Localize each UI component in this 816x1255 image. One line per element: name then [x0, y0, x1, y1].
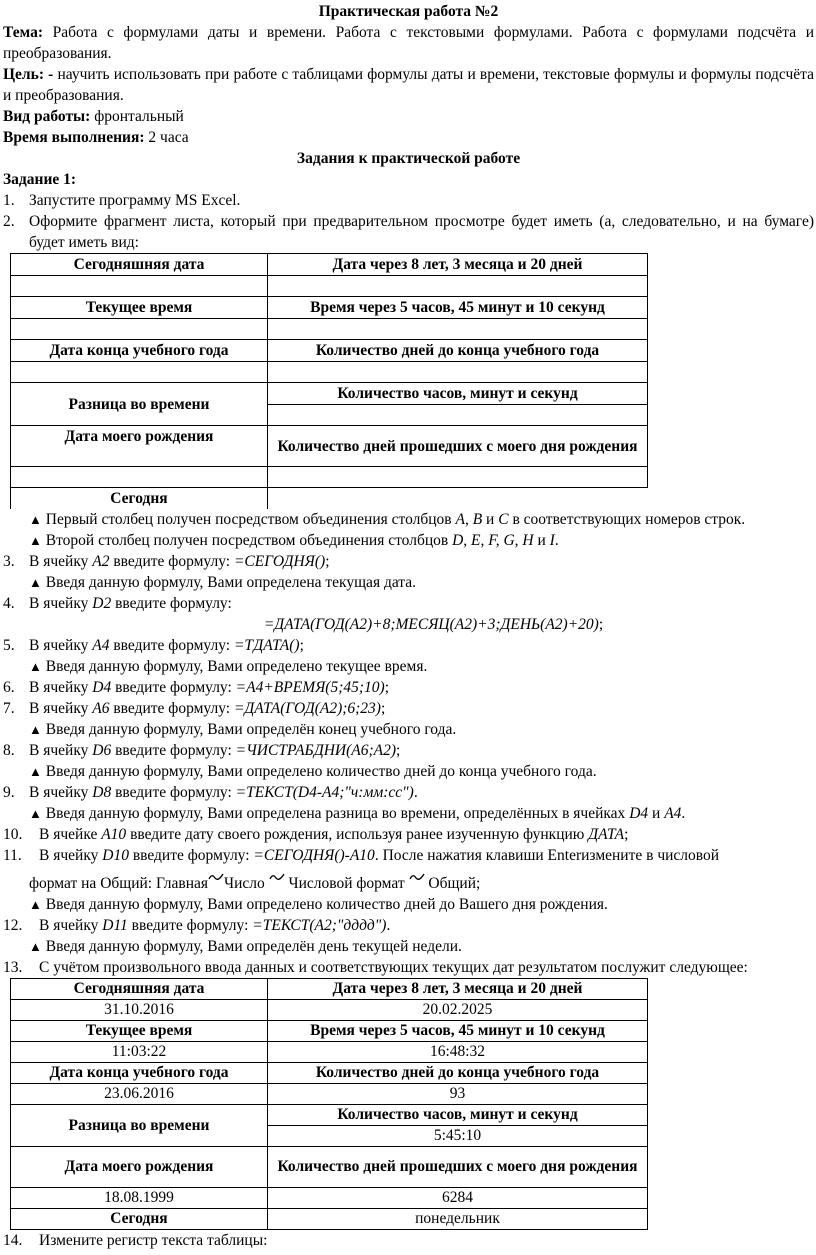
step-12: 12. В ячейку D11 введите формулу: =ТЕКСТ(A2;"дддд").	[3, 917, 391, 934]
arrow-swirl-icon	[208, 872, 224, 882]
step-8-note: ▲ Введя данную формулу, Вами определено количество дней до конца учебного года.	[29, 763, 597, 780]
topic-text: Работа с формулами даты и времени. Работа с текстовыми формулами. Работа с формулами подсчёта и преобразования.	[3, 24, 815, 62]
topic-line	[3, 22, 814, 64]
step-4: 4. В ячейку D2 введите формулу:	[3, 595, 232, 612]
step-5-note: ▲ Введя данную формулу, Вами определено текущее время.	[29, 658, 428, 675]
goal-label: Цель: -	[3, 66, 54, 83]
time-line	[3, 127, 814, 148]
goal-text: научить использовать при работе с таблицами формулы даты и времени, текстовые формулы и формулы подсчёта и преобразования.	[3, 66, 814, 104]
step-5: 5. В ячейку A4 введите формулу: =ТДАТА();	[3, 637, 304, 654]
goal-line	[3, 64, 814, 106]
step-11-note: ▲ Введя данную формулу, Вами определено количество дней до Вашего дня рождения.	[29, 896, 608, 913]
layout-table: Сегодняшняя дата Дата через 8 лет, 3 месяца и 20 дней Текущее время Время через 5 часов, 45 минут и 10 секунд Дата конца учебного года Количество дней до конца учебного года Разница во времени Количество часов, минут и секунд Дата моего рождения Количество дней прошедших с моего дня рождения Сегодня	[10, 253, 648, 509]
step-8: 8. В ячейку D6 введите формулу: =ЧИСТРАБДНИ(A6;A2);	[3, 742, 401, 759]
worktype-text: фронтальный	[94, 108, 184, 125]
step-7-note: ▲ Введя данную формулу, Вами определён конец учебного года.	[29, 721, 457, 738]
step-3: 3. В ячейку A2 введите формулу: =СЕГОДНЯ();	[3, 553, 330, 570]
arrow-swirl-icon	[269, 872, 285, 882]
step-4-formula: =ДАТА(ГОД(A2)+8;МЕСЯЦ(A2)+3;ДЕНЬ(A2)+20);	[263, 616, 604, 633]
step-11-line2: формат на Общий: Главная Число Числовой формат Общий;	[3, 872, 814, 894]
result-table: Сегодняшняя дата Дата через 8 лет, 3 месяца и 20 дней 31.10.2016 20.02.2025 Текущее время Время через 5 часов, 45 минут и 10 секунд 11:03:22 16:48:32 Дата конца учебного года Количество дней до конца учебного года 23.06.2016 93 Разница во времени Количество часов, минут и секунд 5:45:10 Дата моего рождения Количество дней прошедших с моего дня рождения 18.08.1999 6284 Сегодня понедельник	[10, 978, 648, 1230]
merge-note-2: ▲ Второй столбец получен посредством объединения столбцов D, E, F, G, H и I.	[29, 532, 559, 549]
doc-title: Практическая работа №2	[318, 3, 499, 20]
step-3-note: ▲ Введя данную формулу, Вами определена текущая дата.	[29, 574, 417, 591]
step-10: 10. В ячейке A10 введите дату своего рождения, используя ранее изученную функцию ДАТА;	[3, 826, 629, 843]
step-11: 11. В ячейку D10 введите формулу: =СЕГОДНЯ()-A10. После нажатия клавиши Enterизмените в числовой	[3, 847, 720, 864]
step-12-note: ▲ Введя данную формулу, Вами определён день текущей недели.	[29, 938, 462, 955]
step-7: 7. В ячейку A6 введите формулу: =ДАТА(ГОД(A2);6;23);	[3, 700, 386, 717]
step-9: 9. В ячейку D8 введите формулу: =ТЕКСТ(D4-A4;"ч:мм:сс").	[3, 784, 418, 801]
time-text: 2 часа	[148, 129, 189, 146]
step-14: 14. Измените регистр текста таблицы:	[3, 1232, 268, 1249]
step-13: 13. С учётом произвольного ввода данных и соответствующих текущих дат результатом послужит следующее:	[3, 959, 748, 976]
task1-label: Задание 1:	[3, 171, 77, 188]
step-9-note: ▲ Введя данную формулу, Вами определена разница во времени, определённых в ячейках D4 и A4.	[29, 805, 686, 822]
worktype-label: Вид работы:	[3, 108, 91, 125]
topic-label: Тема:	[3, 24, 43, 41]
step-1: 1. Запустите программу MS Excel.	[3, 192, 241, 209]
step-6: 6. В ячейку D4 введите формулу: =A4+ВРЕМЯ(5;45;10);	[3, 679, 390, 696]
tasks-heading: Задания к практической работе	[296, 150, 521, 167]
step-2: 2. Оформите фрагмент листа, который при предварительном просмотре будет иметь (а, следовательно, и на бумаге) будет иметь вид:	[3, 213, 814, 251]
time-label: Время выполнения:	[3, 129, 145, 146]
arrow-swirl-icon	[409, 872, 425, 882]
worktype-line	[3, 106, 814, 127]
merge-note-1: ▲ Первый столбец получен посредством объединения столбцов A, B и C в соответствующих номеров строк.	[29, 511, 746, 528]
